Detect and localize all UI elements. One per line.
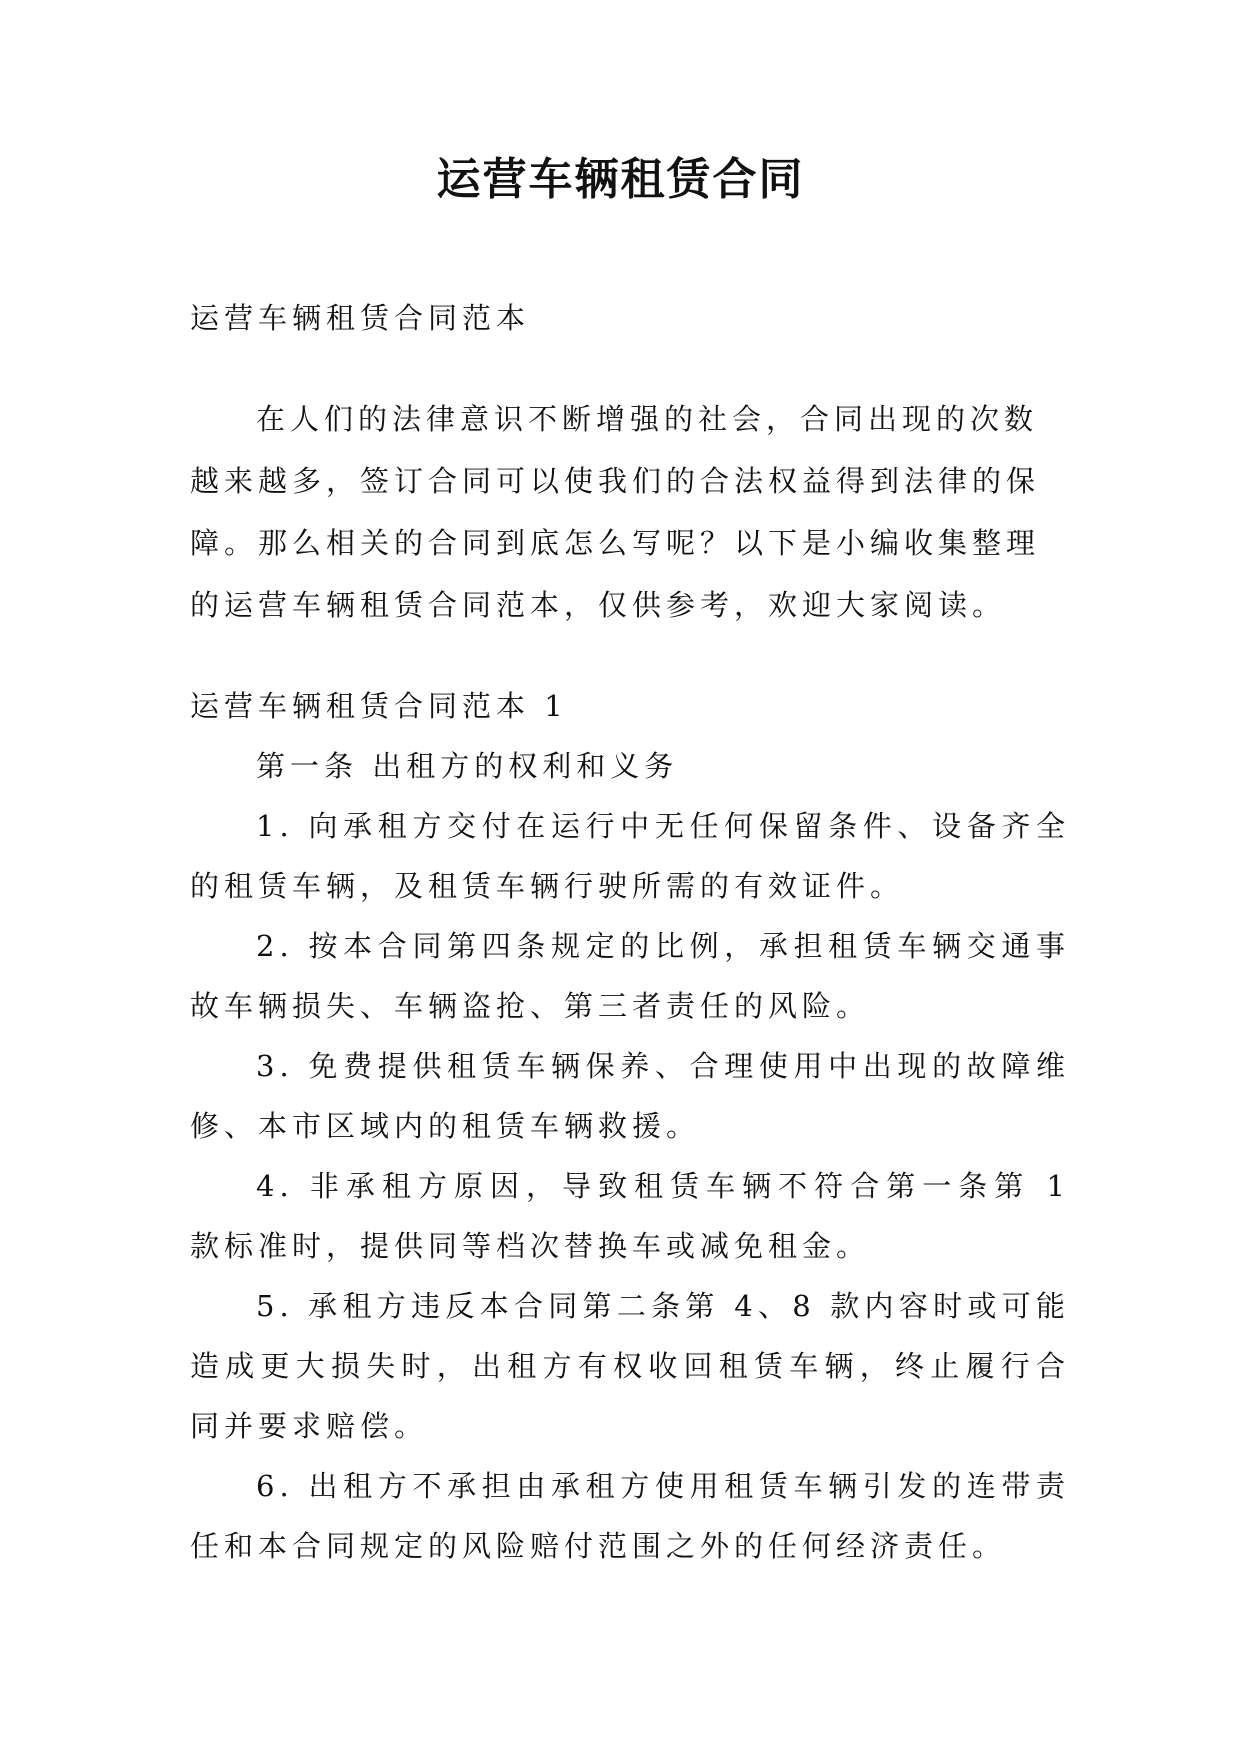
clause-item: 1. 向承租方交付在运行中无任何保留条件、设备齐全的租赁车辆，及租赁车辆行驶所需的有效证件。: [190, 809, 1070, 903]
section-heading: 运营车辆租赁合同范本 1: [190, 689, 568, 723]
clause-item: 3. 免费提供租赁车辆保养、合理使用中出现的故障维修、本市区域内的租赁车辆救援。: [190, 1049, 1070, 1143]
document-subtitle: 运营车辆租赁合同范本: [190, 301, 531, 335]
article-heading: 第一条 出租方的权利和义务: [256, 749, 679, 783]
clause-item: 6. 出租方不承担由承租方使用租赁车辆引发的连带责任和本合同规定的风险赔付范围之外的任何经济责任。: [190, 1469, 1070, 1563]
clause-item: 4. 非承租方原因，导致租赁车辆不符合第一条第 1 款标准时，提供同等档次替换车或减免租金。: [190, 1169, 1070, 1263]
clause-item: 2. 按本合同第四条规定的比例，承担租赁车辆交通事故车辆损失、车辆盗抢、第三者责任的风险。: [190, 929, 1070, 1023]
clause-item: 5. 承租方违反本合同第二条第 4、8 款内容时或可能造成更大损失时，出租方有权收回租赁车辆，终止履行合同并要求赔偿。: [190, 1289, 1070, 1443]
document-body: [190, 288, 1070, 1576]
intro-paragraph: 在人们的法律意识不断增强的社会，合同出现的次数越来越多，签订合同可以使我们的合法权益得到法律的保障。那么相关的合同到底怎么写呢？以下是小编收集整理的运营车辆租赁合同范本，仅供参考，欢迎大家阅读。: [190, 402, 1041, 622]
clause-list: [190, 796, 1070, 1576]
document-title: 运营车辆租赁合同: [436, 154, 805, 205]
